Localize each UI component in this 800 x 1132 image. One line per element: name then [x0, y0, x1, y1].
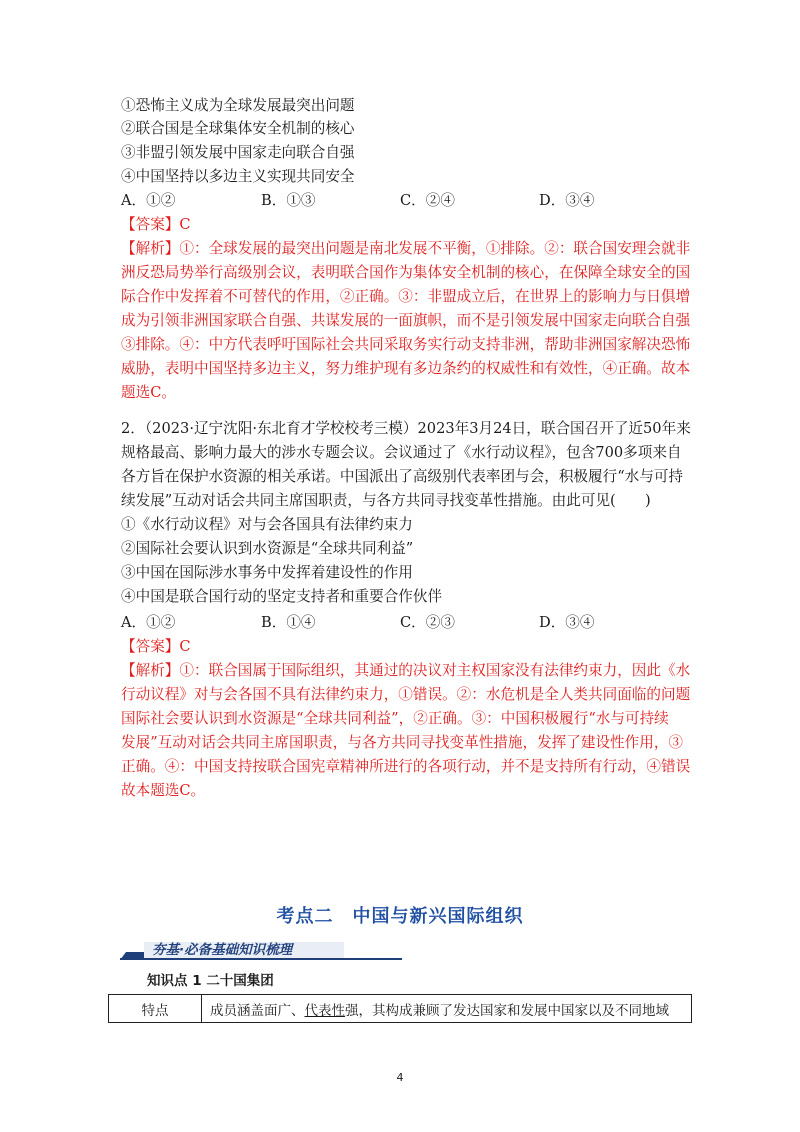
q2-analysis-line: 【解析】①：联合国属于国际组织，其通过的决议对主权国家没有法律约束力，因此《水	[121, 662, 691, 679]
q2-stem-line: 续发展”互动对话会共同主席国职责，与各方共同寻找变革性措施。由此可见( )	[121, 492, 651, 509]
features-table	[108, 994, 692, 1023]
knowledge-point-heading: 知识点 1 二十国集团	[147, 973, 274, 989]
q1-analysis-line: 际合作中发挥着不可替代的作用，②正确。③：非盟成立后，在世界上的影响力与日俱增	[121, 288, 691, 305]
table-content-cell	[202, 995, 692, 1023]
content-text: 成员涵盖面广、	[210, 1002, 305, 1019]
content-underlined: 代表性	[304, 1002, 345, 1019]
content-text: 强，其构成兼顾了发达国家和发展中国家以及不同地域	[345, 1002, 669, 1019]
q1-analysis-line: 成为引领非洲国家联合自强、共谋发展的一面旗帜，而不是引领发展中国家走向联合自强	[121, 312, 691, 329]
q2-analysis-line: 发展”互动对话会共同主席国职责，与各方共同寻找变革性措施，发挥了建设性作用，③	[121, 734, 684, 751]
q2-answer: 【答案】C	[121, 638, 191, 655]
q1-analysis-line: 洲反恐局势举行高级别会议，表明联合国作为集体安全机制的核心，在保障全球安全的国	[121, 264, 691, 281]
q2-option-c: C．②③	[400, 614, 455, 631]
q2-option-d: D．③④	[539, 614, 595, 631]
q2-option-a: A．①②	[121, 614, 176, 631]
q1-statement: ③非盟引领发展中国家走向联合自强	[121, 144, 355, 161]
section-banner	[120, 940, 402, 960]
q1-analysis-line: 威胁，表明中国坚持多边主义，努力维护现有多边条约的权威性和有效性，④正确。故本	[121, 360, 691, 377]
q2-stem-line: 2．（2023·辽宁沈阳·东北育才学校校考三模）2023年3月24日，联合国召开了近50年来	[121, 420, 691, 437]
q1-statement: ④中国坚持以多边主义实现共同安全	[121, 168, 355, 185]
q2-analysis-line: 正确。④：中国支持按联合国宪章精神所进行的各项行动，并不是支持所有行动，④错误	[121, 758, 691, 775]
q1-option-c: C．②④	[400, 192, 455, 209]
q2-analysis-line: 行动议程》对与会各国不具有法律约束力，①错误。②：水危机是全人类共同面临的问题	[121, 686, 691, 703]
q2-statement: ①《水行动议程》对与会各国具有法律约束力	[121, 516, 413, 533]
q1-statement: ①恐怖主义成为全球发展最突出问题	[121, 97, 355, 114]
q1-analysis-line: ③排除。④：中方代表呼吁国际社会共同采取务实行动支持非洲，帮助非洲国家解决恐怖	[121, 336, 691, 353]
table-row	[109, 995, 692, 1023]
q2-analysis-line: 故本题选C。	[121, 782, 206, 799]
q2-stem-line: 各方旨在保护水资源的相关承诺。中国派出了高级别代表率团与会，积极履行“水与可持	[121, 468, 684, 485]
section-title: 考点二 中国与新兴国际组织	[276, 906, 524, 927]
q2-statement: ④中国是联合国行动的坚定支持者和重要合作伙伴	[121, 588, 443, 605]
q1-analysis-line: 【解析】①：全球发展的最突出问题是南北发展不平衡，①排除。②：联合国安理会就非	[121, 240, 691, 257]
q1-answer: 【答案】C	[121, 216, 191, 233]
q1-option-b: B．①③	[261, 192, 316, 209]
q2-stem-line: 规格最高、影响力最大的涉水专题会议。会议通过了《水行动议程》，包含700多项来自	[121, 444, 682, 461]
q1-statement: ②联合国是全球集体安全机制的核心	[121, 120, 355, 137]
q1-option-d: D．③④	[539, 192, 595, 209]
q2-option-b: B．①④	[261, 614, 316, 631]
q2-statement: ②国际社会要认识到水资源是“全球共同利益”	[121, 540, 414, 557]
banner-label: 夯基·必备基础知识梳理	[152, 942, 293, 958]
q1-analysis-line: 题选C。	[121, 384, 176, 401]
q2-statement: ③中国在国际涉水事务中发挥着建设性的作用	[121, 564, 413, 581]
page-number: 4	[396, 1071, 404, 1084]
q2-analysis-line: 国际社会要认识到水资源是“全球共同利益”，②正确。③：中国积极履行“水与可持续	[121, 710, 669, 727]
table-header-cell: 特点	[109, 995, 202, 1023]
q1-option-a: A．①②	[121, 192, 176, 209]
